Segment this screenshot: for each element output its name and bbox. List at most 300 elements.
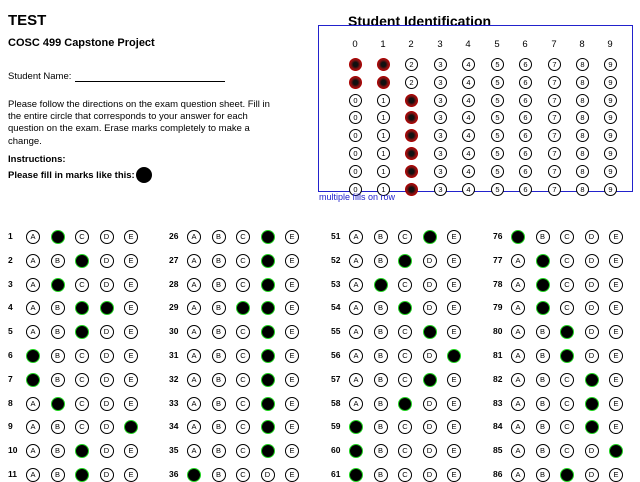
answer-bubble-b[interactable]: B [536,230,550,244]
id-bubble[interactable]: 9 [604,58,617,71]
answer-bubble-c[interactable] [75,444,89,458]
answer-bubble-b[interactable]: B [374,444,388,458]
id-bubble[interactable]: 3 [434,76,447,89]
answer-bubble-c[interactable] [560,468,574,482]
answer-bubble-e[interactable]: E [609,349,623,363]
answer-bubble-e[interactable]: E [447,325,461,339]
answer-bubble-d[interactable] [261,325,275,339]
id-bubble[interactable]: 3 [434,111,447,124]
id-bubble[interactable]: 4 [462,183,475,196]
answer-bubble-c[interactable]: C [398,349,412,363]
answer-bubble-e[interactable]: E [609,278,623,292]
id-bubble[interactable]: 1 [377,111,390,124]
answer-bubble-c[interactable]: C [560,278,574,292]
answer-bubble-c[interactable] [560,325,574,339]
id-bubble[interactable]: 3 [434,58,447,71]
answer-bubble-b[interactable]: B [51,325,65,339]
answer-bubble-e[interactable]: E [285,349,299,363]
id-bubble[interactable]: 1 [377,165,390,178]
answer-bubble-e[interactable]: E [124,397,138,411]
answer-bubble-d[interactable] [261,278,275,292]
answer-bubble-d[interactable]: D [585,278,599,292]
answer-bubble-d[interactable] [261,301,275,315]
id-bubble[interactable]: 1 [377,147,390,160]
answer-bubble-a[interactable]: A [349,254,363,268]
answer-bubble-e[interactable]: E [609,373,623,387]
answer-bubble-c[interactable]: C [560,254,574,268]
answer-bubble-c[interactable]: C [560,301,574,315]
answer-bubble-d[interactable]: D [423,444,437,458]
answer-bubble-e[interactable]: E [285,278,299,292]
answer-bubble-e[interactable]: E [124,230,138,244]
answer-bubble-d[interactable] [423,230,437,244]
answer-bubble-b[interactable]: B [51,254,65,268]
id-bubble[interactable]: 6 [519,183,532,196]
id-bubble[interactable]: 8 [576,129,589,142]
answer-bubble-a[interactable]: A [26,420,40,434]
answer-bubble-d[interactable]: D [100,420,114,434]
answer-bubble-b[interactable]: B [51,349,65,363]
answer-bubble-c[interactable]: C [75,420,89,434]
answer-bubble-a[interactable]: A [511,301,525,315]
answer-bubble-b[interactable] [51,278,65,292]
answer-bubble-b[interactable]: B [536,468,550,482]
answer-bubble-b[interactable]: B [374,301,388,315]
answer-bubble-c[interactable]: C [75,278,89,292]
answer-bubble-c[interactable]: C [398,278,412,292]
answer-bubble-a[interactable]: A [511,349,525,363]
answer-bubble-d[interactable]: D [423,468,437,482]
answer-bubble-b[interactable]: B [212,301,226,315]
id-bubble[interactable]: 0 [349,94,362,107]
answer-bubble-e[interactable]: E [124,444,138,458]
student-name-field[interactable] [75,72,225,82]
answer-bubble-a[interactable]: A [187,254,201,268]
answer-bubble-d[interactable] [261,397,275,411]
answer-bubble-e[interactable]: E [447,230,461,244]
answer-bubble-d[interactable]: D [585,254,599,268]
answer-bubble-b[interactable]: B [374,468,388,482]
id-bubble[interactable]: 9 [604,129,617,142]
answer-bubble-c[interactable] [398,254,412,268]
answer-bubble-c[interactable] [398,301,412,315]
answer-bubble-c[interactable]: C [236,349,250,363]
id-bubble[interactable]: 4 [462,165,475,178]
answer-bubble-e[interactable]: E [609,325,623,339]
id-bubble[interactable]: 5 [491,76,504,89]
answer-bubble-a[interactable]: A [26,325,40,339]
answer-bubble-d[interactable] [261,444,275,458]
answer-bubble-a[interactable]: A [187,349,201,363]
answer-bubble-d[interactable] [585,420,599,434]
id-bubble[interactable]: 5 [491,94,504,107]
answer-bubble-c[interactable]: C [236,444,250,458]
id-bubble[interactable] [349,76,362,89]
id-bubble[interactable]: 8 [576,76,589,89]
answer-bubble-b[interactable]: B [536,420,550,434]
answer-bubble-d[interactable] [100,301,114,315]
answer-bubble-b[interactable] [536,278,550,292]
answer-bubble-a[interactable] [26,373,40,387]
id-bubble[interactable]: 8 [576,58,589,71]
answer-bubble-d[interactable]: D [423,301,437,315]
id-bubble[interactable]: 8 [576,183,589,196]
id-bubble[interactable]: 4 [462,76,475,89]
id-bubble[interactable]: 3 [434,165,447,178]
id-bubble[interactable]: 5 [491,111,504,124]
answer-bubble-c[interactable]: C [75,397,89,411]
id-bubble[interactable]: 6 [519,76,532,89]
answer-bubble-d[interactable] [261,254,275,268]
answer-bubble-d[interactable]: D [585,349,599,363]
answer-bubble-d[interactable]: D [100,254,114,268]
answer-bubble-c[interactable] [236,301,250,315]
answer-bubble-c[interactable]: C [560,373,574,387]
answer-bubble-a[interactable] [349,420,363,434]
answer-bubble-d[interactable] [261,230,275,244]
id-bubble[interactable]: 5 [491,165,504,178]
answer-bubble-b[interactable]: B [374,349,388,363]
answer-bubble-a[interactable]: A [349,373,363,387]
answer-bubble-c[interactable] [75,301,89,315]
id-bubble[interactable]: 3 [434,183,447,196]
answer-bubble-c[interactable]: C [236,325,250,339]
answer-bubble-e[interactable] [447,349,461,363]
id-bubble[interactable]: 9 [604,76,617,89]
answer-bubble-b[interactable]: B [212,373,226,387]
id-bubble[interactable]: 1 [377,129,390,142]
id-bubble[interactable]: 8 [576,165,589,178]
answer-bubble-a[interactable]: A [511,325,525,339]
answer-bubble-e[interactable]: E [609,397,623,411]
answer-bubble-e[interactable]: E [124,349,138,363]
answer-bubble-e[interactable]: E [447,278,461,292]
id-bubble[interactable]: 4 [462,147,475,160]
answer-bubble-d[interactable] [261,349,275,363]
answer-bubble-a[interactable]: A [349,230,363,244]
answer-bubble-a[interactable]: A [511,397,525,411]
answer-bubble-b[interactable]: B [212,230,226,244]
id-bubble[interactable]: 6 [519,165,532,178]
id-bubble[interactable]: 4 [462,111,475,124]
id-bubble[interactable] [405,183,418,196]
answer-bubble-d[interactable]: D [423,397,437,411]
answer-bubble-b[interactable]: B [212,325,226,339]
id-bubble[interactable]: 6 [519,111,532,124]
answer-bubble-b[interactable]: B [51,444,65,458]
answer-bubble-e[interactable]: E [124,468,138,482]
answer-bubble-b[interactable]: B [51,373,65,387]
answer-bubble-e[interactable]: E [285,468,299,482]
answer-bubble-d[interactable]: D [100,444,114,458]
answer-bubble-e[interactable]: E [609,254,623,268]
answer-bubble-a[interactable]: A [511,468,525,482]
answer-bubble-b[interactable]: B [51,301,65,315]
answer-bubble-b[interactable] [374,278,388,292]
answer-bubble-c[interactable]: C [560,397,574,411]
answer-bubble-e[interactable] [609,444,623,458]
id-bubble[interactable]: 7 [548,76,561,89]
answer-bubble-b[interactable] [51,230,65,244]
answer-bubble-c[interactable] [75,325,89,339]
answer-bubble-b[interactable]: B [374,325,388,339]
answer-bubble-d[interactable]: D [100,325,114,339]
answer-bubble-b[interactable]: B [536,349,550,363]
answer-bubble-d[interactable]: D [100,349,114,363]
answer-bubble-c[interactable]: C [75,349,89,363]
question-number: 84 [493,421,503,432]
id-bubble[interactable]: 8 [576,94,589,107]
answer-bubble-a[interactable]: A [349,301,363,315]
answer-bubble-c[interactable]: C [236,230,250,244]
answer-bubble-e[interactable]: E [447,254,461,268]
answer-bubble-b[interactable]: B [374,230,388,244]
id-bubble[interactable]: 6 [519,58,532,71]
answer-bubble-a[interactable]: A [349,278,363,292]
answer-bubble-a[interactable] [349,444,363,458]
id-bubble[interactable]: 0 [349,165,362,178]
answer-bubble-c[interactable]: C [398,230,412,244]
answer-bubble-a[interactable]: A [187,230,201,244]
answer-bubble-d[interactable] [423,325,437,339]
answer-bubble-d[interactable]: D [100,468,114,482]
answer-bubble-b[interactable]: B [51,468,65,482]
answer-bubble-a[interactable]: A [511,373,525,387]
answer-bubble-a[interactable]: A [511,278,525,292]
answer-bubble-d[interactable]: D [585,444,599,458]
answer-bubble-a[interactable]: A [26,230,40,244]
id-bubble[interactable]: 4 [462,129,475,142]
answer-bubble-a[interactable]: A [511,420,525,434]
answer-bubble-a[interactable]: A [349,397,363,411]
answer-bubble-d[interactable]: D [100,397,114,411]
id-bubble[interactable]: 8 [576,111,589,124]
answer-bubble-b[interactable]: B [212,397,226,411]
answer-bubble-c[interactable]: C [75,373,89,387]
answer-bubble-e[interactable]: E [285,301,299,315]
id-bubble[interactable]: 6 [519,147,532,160]
answer-bubble-d[interactable]: D [261,468,275,482]
answer-bubble-d[interactable]: D [100,278,114,292]
answer-bubble-d[interactable] [261,420,275,434]
answer-bubble-d[interactable]: D [100,230,114,244]
answer-bubble-e[interactable]: E [609,230,623,244]
id-bubble[interactable]: 8 [576,147,589,160]
answer-bubble-d[interactable] [261,373,275,387]
answer-bubble-d[interactable]: D [585,325,599,339]
id-bubble[interactable]: 4 [462,58,475,71]
id-bubble[interactable]: 7 [548,147,561,160]
id-bubble[interactable]: 6 [519,129,532,142]
id-bubble[interactable]: 3 [434,94,447,107]
answer-bubble-a[interactable]: A [187,325,201,339]
id-bubble[interactable]: 5 [491,147,504,160]
answer-bubble-c[interactable]: C [236,254,250,268]
answer-bubble-b[interactable]: B [212,254,226,268]
answer-bubble-b[interactable]: B [212,420,226,434]
answer-bubble-d[interactable]: D [585,301,599,315]
answer-bubble-e[interactable]: E [124,301,138,315]
answer-bubble-c[interactable]: C [398,468,412,482]
answer-bubble-e[interactable]: E [285,373,299,387]
answer-bubble-d[interactable] [585,373,599,387]
answer-bubble-c[interactable]: C [398,325,412,339]
answer-bubble-a[interactable]: A [26,397,40,411]
answer-bubble-a[interactable]: A [511,254,525,268]
answer-bubble-e[interactable]: E [124,254,138,268]
answer-bubble-e[interactable]: E [447,444,461,458]
id-bubble[interactable]: 5 [491,183,504,196]
answer-bubble-b[interactable] [536,301,550,315]
answer-bubble-b[interactable]: B [374,397,388,411]
answer-bubble-c[interactable] [75,254,89,268]
answer-bubble-d[interactable] [423,373,437,387]
answer-bubble-c[interactable]: C [236,468,250,482]
id-bubble[interactable]: 7 [548,58,561,71]
id-bubble[interactable]: 9 [604,165,617,178]
answer-bubble-e[interactable]: E [285,325,299,339]
id-bubble[interactable]: 5 [491,129,504,142]
answer-bubble-e[interactable]: E [447,397,461,411]
id-bubble[interactable]: 6 [519,94,532,107]
answer-bubble-c[interactable]: C [398,420,412,434]
answer-bubble-b[interactable]: B [536,397,550,411]
id-bubble[interactable]: 0 [349,111,362,124]
id-bubble[interactable]: 1 [377,94,390,107]
id-bubble[interactable] [405,94,418,107]
answer-bubble-a[interactable]: A [511,444,525,458]
id-bubble[interactable]: 3 [434,147,447,160]
answer-bubble-a[interactable]: A [349,349,363,363]
answer-bubble-e[interactable]: E [447,420,461,434]
answer-bubble-d[interactable]: D [100,373,114,387]
answer-bubble-b[interactable] [536,254,550,268]
answer-bubble-b[interactable]: B [374,373,388,387]
answer-bubble-c[interactable]: C [236,278,250,292]
answer-bubble-c[interactable]: C [236,373,250,387]
answer-bubble-a[interactable] [26,349,40,363]
answer-bubble-c[interactable] [75,468,89,482]
id-bubble[interactable]: 0 [349,183,362,196]
answer-bubble-b[interactable]: B [536,444,550,458]
answer-bubble-e[interactable] [124,420,138,434]
answer-bubble-b[interactable]: B [212,349,226,363]
answer-bubble-b[interactable]: B [212,468,226,482]
answer-bubble-e[interactable]: E [124,278,138,292]
id-bubble[interactable]: 7 [548,94,561,107]
answer-bubble-e[interactable]: E [609,420,623,434]
answer-bubble-a[interactable]: A [26,254,40,268]
answer-bubble-a[interactable]: A [26,444,40,458]
answer-bubble-a[interactable]: A [187,301,201,315]
id-bubble[interactable]: 1 [377,183,390,196]
id-bubble[interactable]: 2 [405,76,418,89]
answer-bubble-a[interactable]: A [187,373,201,387]
answer-bubble-b[interactable]: B [374,254,388,268]
answer-bubble-e[interactable]: E [447,373,461,387]
answer-bubble-e[interactable]: E [447,468,461,482]
answer-bubble-e[interactable]: E [609,301,623,315]
id-bubble[interactable]: 5 [491,58,504,71]
answer-bubble-c[interactable] [398,397,412,411]
answer-bubble-d[interactable]: D [423,349,437,363]
answer-bubble-c[interactable]: C [236,420,250,434]
answer-bubble-c[interactable]: C [560,444,574,458]
answer-bubble-a[interactable]: A [26,301,40,315]
answer-bubble-e[interactable]: E [124,373,138,387]
answer-bubble-e[interactable]: E [124,325,138,339]
answer-bubble-c[interactable]: C [398,373,412,387]
answer-bubble-d[interactable]: D [423,420,437,434]
answer-bubble-e[interactable]: E [285,230,299,244]
answer-bubble-c[interactable]: C [560,420,574,434]
answer-bubble-e[interactable]: E [285,397,299,411]
answer-bubble-b[interactable]: B [536,373,550,387]
id-bubble[interactable] [405,165,418,178]
answer-bubble-c[interactable] [560,349,574,363]
id-bubble[interactable] [377,76,390,89]
answer-bubble-c[interactable]: C [398,444,412,458]
id-bubble[interactable]: 7 [548,129,561,142]
answer-bubble-a[interactable] [349,468,363,482]
id-bubble[interactable]: 0 [349,129,362,142]
answer-bubble-b[interactable] [51,397,65,411]
answer-bubble-a[interactable]: A [187,420,201,434]
answer-bubble-e[interactable]: E [285,420,299,434]
answer-bubble-e[interactable]: E [285,254,299,268]
answer-bubble-a[interactable]: A [187,397,201,411]
answer-bubble-d[interactable]: D [423,254,437,268]
id-bubble[interactable]: 7 [548,165,561,178]
answer-bubble-d[interactable] [585,397,599,411]
answer-bubble-a[interactable]: A [26,468,40,482]
answer-bubble-a[interactable]: A [187,278,201,292]
id-bubble[interactable]: 3 [434,129,447,142]
id-bubble[interactable]: 7 [548,111,561,124]
id-bubble[interactable]: 9 [604,183,617,196]
answer-bubble-b[interactable]: B [212,278,226,292]
answer-bubble-c[interactable]: C [560,230,574,244]
id-bubble[interactable] [377,58,390,71]
id-bubble[interactable]: 4 [462,94,475,107]
answer-bubble-a[interactable]: A [349,325,363,339]
answer-bubble-a[interactable] [187,468,201,482]
answer-bubble-c[interactable]: C [75,230,89,244]
id-bubble[interactable]: 0 [349,147,362,160]
answer-bubble-d[interactable]: D [585,468,599,482]
answer-bubble-b[interactable]: B [536,325,550,339]
id-bubble[interactable]: 9 [604,111,617,124]
id-bubble[interactable] [349,58,362,71]
answer-bubble-b[interactable]: B [212,444,226,458]
id-bubble[interactable]: 2 [405,58,418,71]
answer-bubble-d[interactable]: D [423,278,437,292]
id-bubble[interactable]: 9 [604,147,617,160]
answer-bubble-d[interactable]: D [585,230,599,244]
id-bubble[interactable] [405,147,418,160]
id-bubble[interactable]: 7 [548,183,561,196]
answer-bubble-a[interactable] [511,230,525,244]
answer-bubble-a[interactable]: A [187,444,201,458]
id-bubble[interactable]: 9 [604,94,617,107]
answer-bubble-b[interactable]: B [374,420,388,434]
answer-bubble-b[interactable]: B [51,420,65,434]
answer-bubble-e[interactable]: E [447,301,461,315]
answer-bubble-a[interactable]: A [26,278,40,292]
answer-bubble-c[interactable]: C [236,397,250,411]
answer-bubble-e[interactable]: E [285,444,299,458]
answer-bubble-e[interactable]: E [609,468,623,482]
